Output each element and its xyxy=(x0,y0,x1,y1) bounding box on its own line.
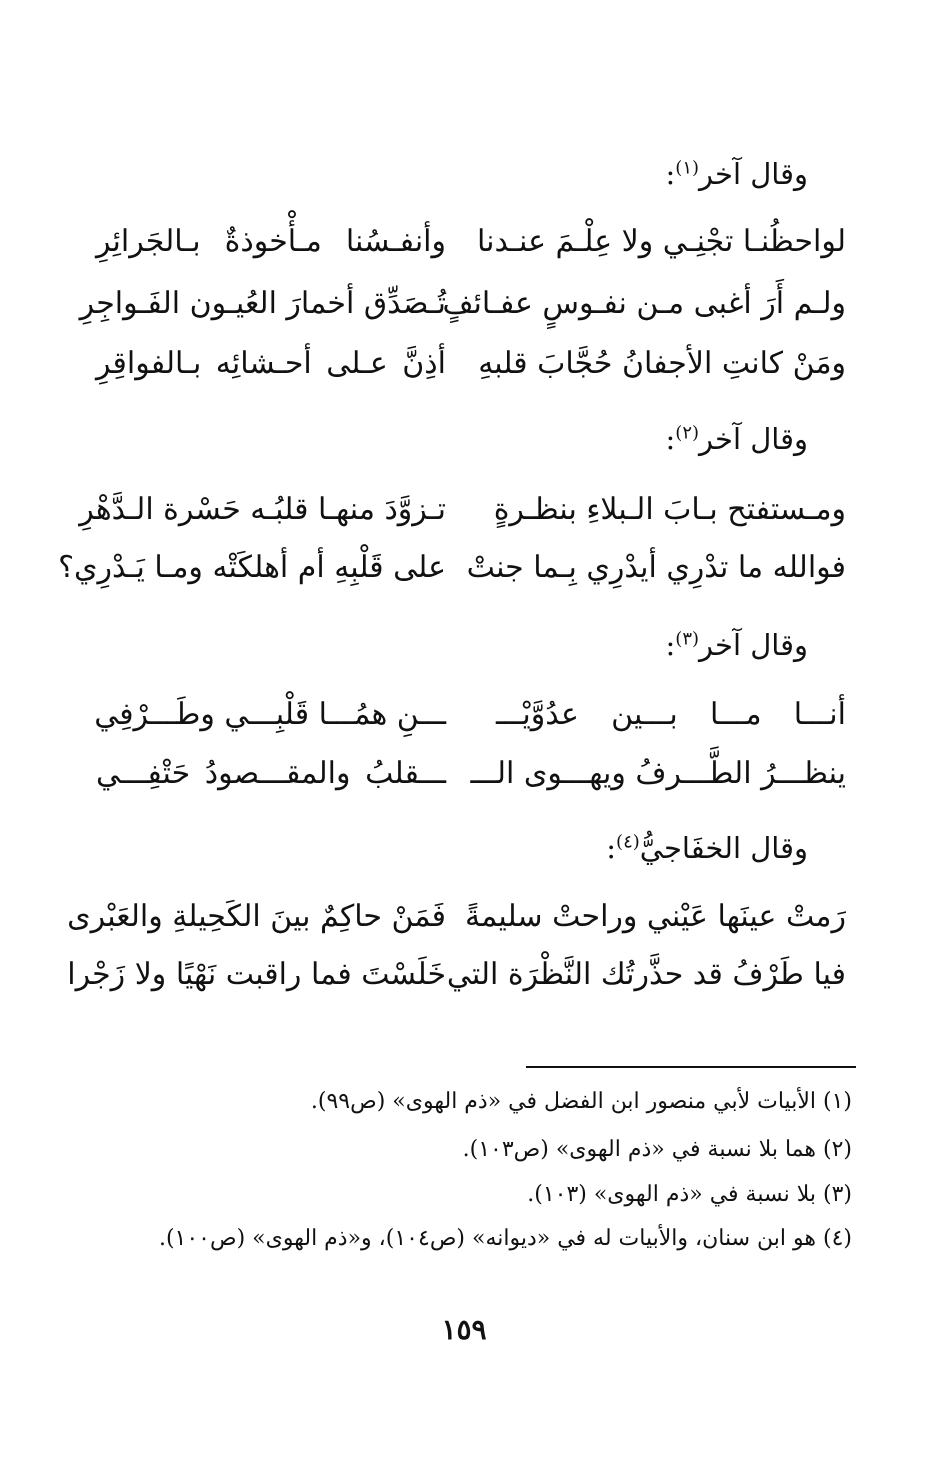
verse-hemistich-right: فيا طَرْفُ قد حذَّرتُك النَّظْرَة التي xyxy=(446,957,846,992)
footnote-2 xyxy=(463,1135,852,1165)
verse-hemistich-right: ومـستفتح بـابَ الـبلاءِ بنظـرةٍ xyxy=(493,492,846,527)
verse-hemistich-right: لواحظُنـا تجْنِـي ولا عِلْـمَ عنـدنا xyxy=(477,224,846,259)
intro-text: وقال آخر xyxy=(699,628,808,662)
footnote-number: (٢) xyxy=(822,1137,852,1162)
intro-text: وقال آخر xyxy=(699,157,808,191)
verse-hemistich-right: رَمتْ عينَها عَيْني وراحتْ سليمةً xyxy=(464,899,846,934)
poem-intro-2 xyxy=(666,419,809,459)
verse-hemistich-left: خَلَسْتَ فما راقبت نَهْيًا ولا زَجْرا xyxy=(67,957,446,992)
footnote-1 xyxy=(311,1087,852,1117)
footnote-number: (٣) xyxy=(822,1182,852,1207)
verse-hemistich-left: أذِنَّ عـلى أحـشائِه بـالفواقِرِ xyxy=(96,346,446,381)
verse-hemistich-left: ـــقلبُ والمقـــصودُ حَتْفِـــي xyxy=(96,756,446,791)
footnote-ref: (٢) xyxy=(675,422,700,444)
footnote-text: هو ابن سنان، والأبيات له في «ديوانه» (ص١٠٤)، و«ذم الهوى» (ص١٠٠). xyxy=(158,1226,816,1251)
intro-colon: : xyxy=(665,628,676,662)
footnote-text: هما بلا نسبة في «ذم الهوى» (ص١٠٣). xyxy=(462,1137,816,1162)
footnote-3 xyxy=(527,1180,852,1210)
intro-text: وقال الخفَاجيُّ xyxy=(639,831,808,865)
verse-hemistich-left: فَمَنْ حاكِمٌ بينَ الكَحِيلةِ والعَبْرى xyxy=(67,899,446,934)
poem-intro-4 xyxy=(606,828,808,868)
verse-hemistich-left: ـــنِ همُـــا قَلْبِـــي وطَـــرْفِي xyxy=(94,697,446,732)
verse-hemistich-left: تُـصَدِّق أخمارَ العُيـون الفَـواجِرِ xyxy=(79,286,446,321)
verse-hemistich-left: على قَلْبِهِ أم أهلكَتْه ومـا يَـدْرِي؟ xyxy=(58,550,446,585)
verse-hemistich-right: فوالله ما تدْرِي أيدْرِي بِـما جنتْ xyxy=(466,550,846,585)
footnote-4 xyxy=(159,1224,852,1254)
verse-hemistich-right: ولـم أَرَ أغبى مـن نفـوسٍ عفـائفٍ xyxy=(442,286,846,321)
intro-colon: : xyxy=(665,157,676,191)
intro-colon: : xyxy=(606,831,617,865)
footnote-text: بلا نسبة في «ذم الهوى» (١٠٣). xyxy=(527,1182,816,1207)
footnote-divider xyxy=(526,1066,856,1068)
page-number: ١٥٩ xyxy=(441,1313,487,1346)
verse-hemistich-left: وأنفـسُنا مـأْخوذةٌ بـالجَرائِرِ xyxy=(96,224,446,259)
verse-hemistich-left: تـزوَّدَ منهـا قلبُـه حَسْرة الـدَّهْرِ xyxy=(79,492,446,527)
footnote-number: (١) xyxy=(822,1089,852,1114)
footnote-number: (٤) xyxy=(822,1226,852,1251)
poem-intro-3 xyxy=(666,625,809,665)
footnote-ref: (١) xyxy=(675,157,700,179)
footnote-ref: (٤) xyxy=(616,831,640,853)
footnote-text: الأبيات لأبي منصور ابن الفضل في «ذم الهوى» (ص٩٩). xyxy=(310,1089,816,1114)
intro-colon: : xyxy=(665,422,676,456)
footnote-ref: (٣) xyxy=(675,628,700,650)
poem-intro-1 xyxy=(666,154,809,194)
verse-hemistich-right: ينظـــرُ الطَّـــرفُ ويهـــوى الـــ xyxy=(470,756,846,791)
intro-text: وقال آخر xyxy=(699,422,808,456)
verse-hemistich-right: ومَنْ كانتِ الأجفانُ حُجَّابَ قلبهِ xyxy=(478,346,846,381)
verse-hemistich-right: أنـــا مـــا بـــين عدُوَّيْـــ xyxy=(496,697,846,732)
